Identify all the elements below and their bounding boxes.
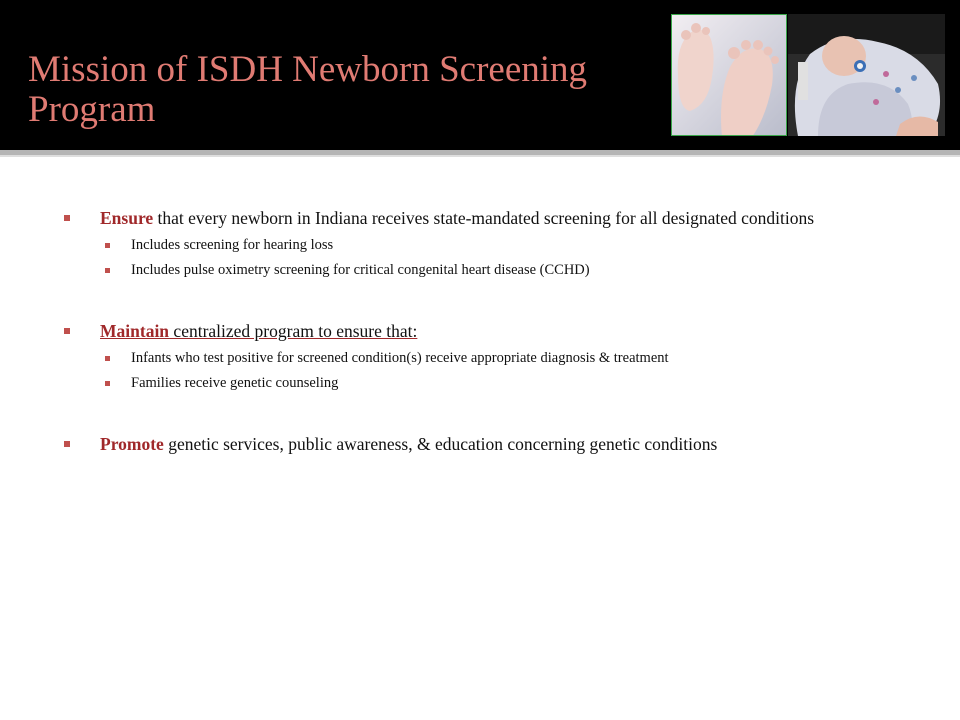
header-divider-shadow bbox=[0, 155, 960, 157]
subbullet-text: Infants who test positive for screened condition(s) receive appropriate diagnosis & treatment bbox=[131, 350, 669, 366]
slide-header bbox=[0, 0, 960, 150]
header-photos bbox=[671, 14, 945, 136]
bullet-text: genetic services, public awareness, & education concerning genetic conditions bbox=[163, 434, 718, 454]
bullet-keyword: Ensure bbox=[100, 208, 154, 228]
bullet-maintain bbox=[64, 321, 864, 342]
square-bullet-icon bbox=[105, 381, 110, 386]
square-bullet-icon bbox=[105, 356, 110, 361]
subbullet-text: Families receive genetic counseling bbox=[131, 375, 339, 391]
square-bullet-icon bbox=[64, 441, 70, 447]
subbullet-cchd bbox=[64, 262, 864, 279]
square-bullet-icon bbox=[105, 268, 110, 273]
bullet-ensure bbox=[64, 208, 864, 229]
bullet-keyword: Maintain bbox=[100, 321, 170, 341]
bullet-text: centralized program to ensure that: bbox=[169, 321, 418, 341]
newborn-photo bbox=[788, 14, 945, 136]
subbullet-text: Includes screening for hearing loss bbox=[131, 237, 334, 253]
sleeping-newborn-image bbox=[788, 14, 945, 136]
subbullet-diagnosis bbox=[64, 350, 864, 367]
subbullet-counseling bbox=[64, 375, 864, 392]
baby-feet-image bbox=[672, 15, 787, 136]
slide-title: Mission of ISDH Newborn Screening Program bbox=[28, 49, 588, 130]
slide-content bbox=[64, 208, 864, 455]
subbullet-hearing bbox=[64, 237, 864, 254]
subbullet-text: Includes pulse oximetry screening for critical congenital heart disease (CCHD) bbox=[131, 262, 590, 278]
square-bullet-icon bbox=[105, 243, 110, 248]
bullet-keyword: Promote bbox=[100, 434, 164, 454]
bullet-promote bbox=[64, 434, 864, 455]
baby-feet-photo bbox=[671, 14, 787, 136]
square-bullet-icon bbox=[64, 215, 70, 221]
square-bullet-icon bbox=[64, 328, 70, 334]
bullet-text: that every newborn in Indiana receives state-mandated screening for all designated conditions bbox=[153, 208, 815, 228]
